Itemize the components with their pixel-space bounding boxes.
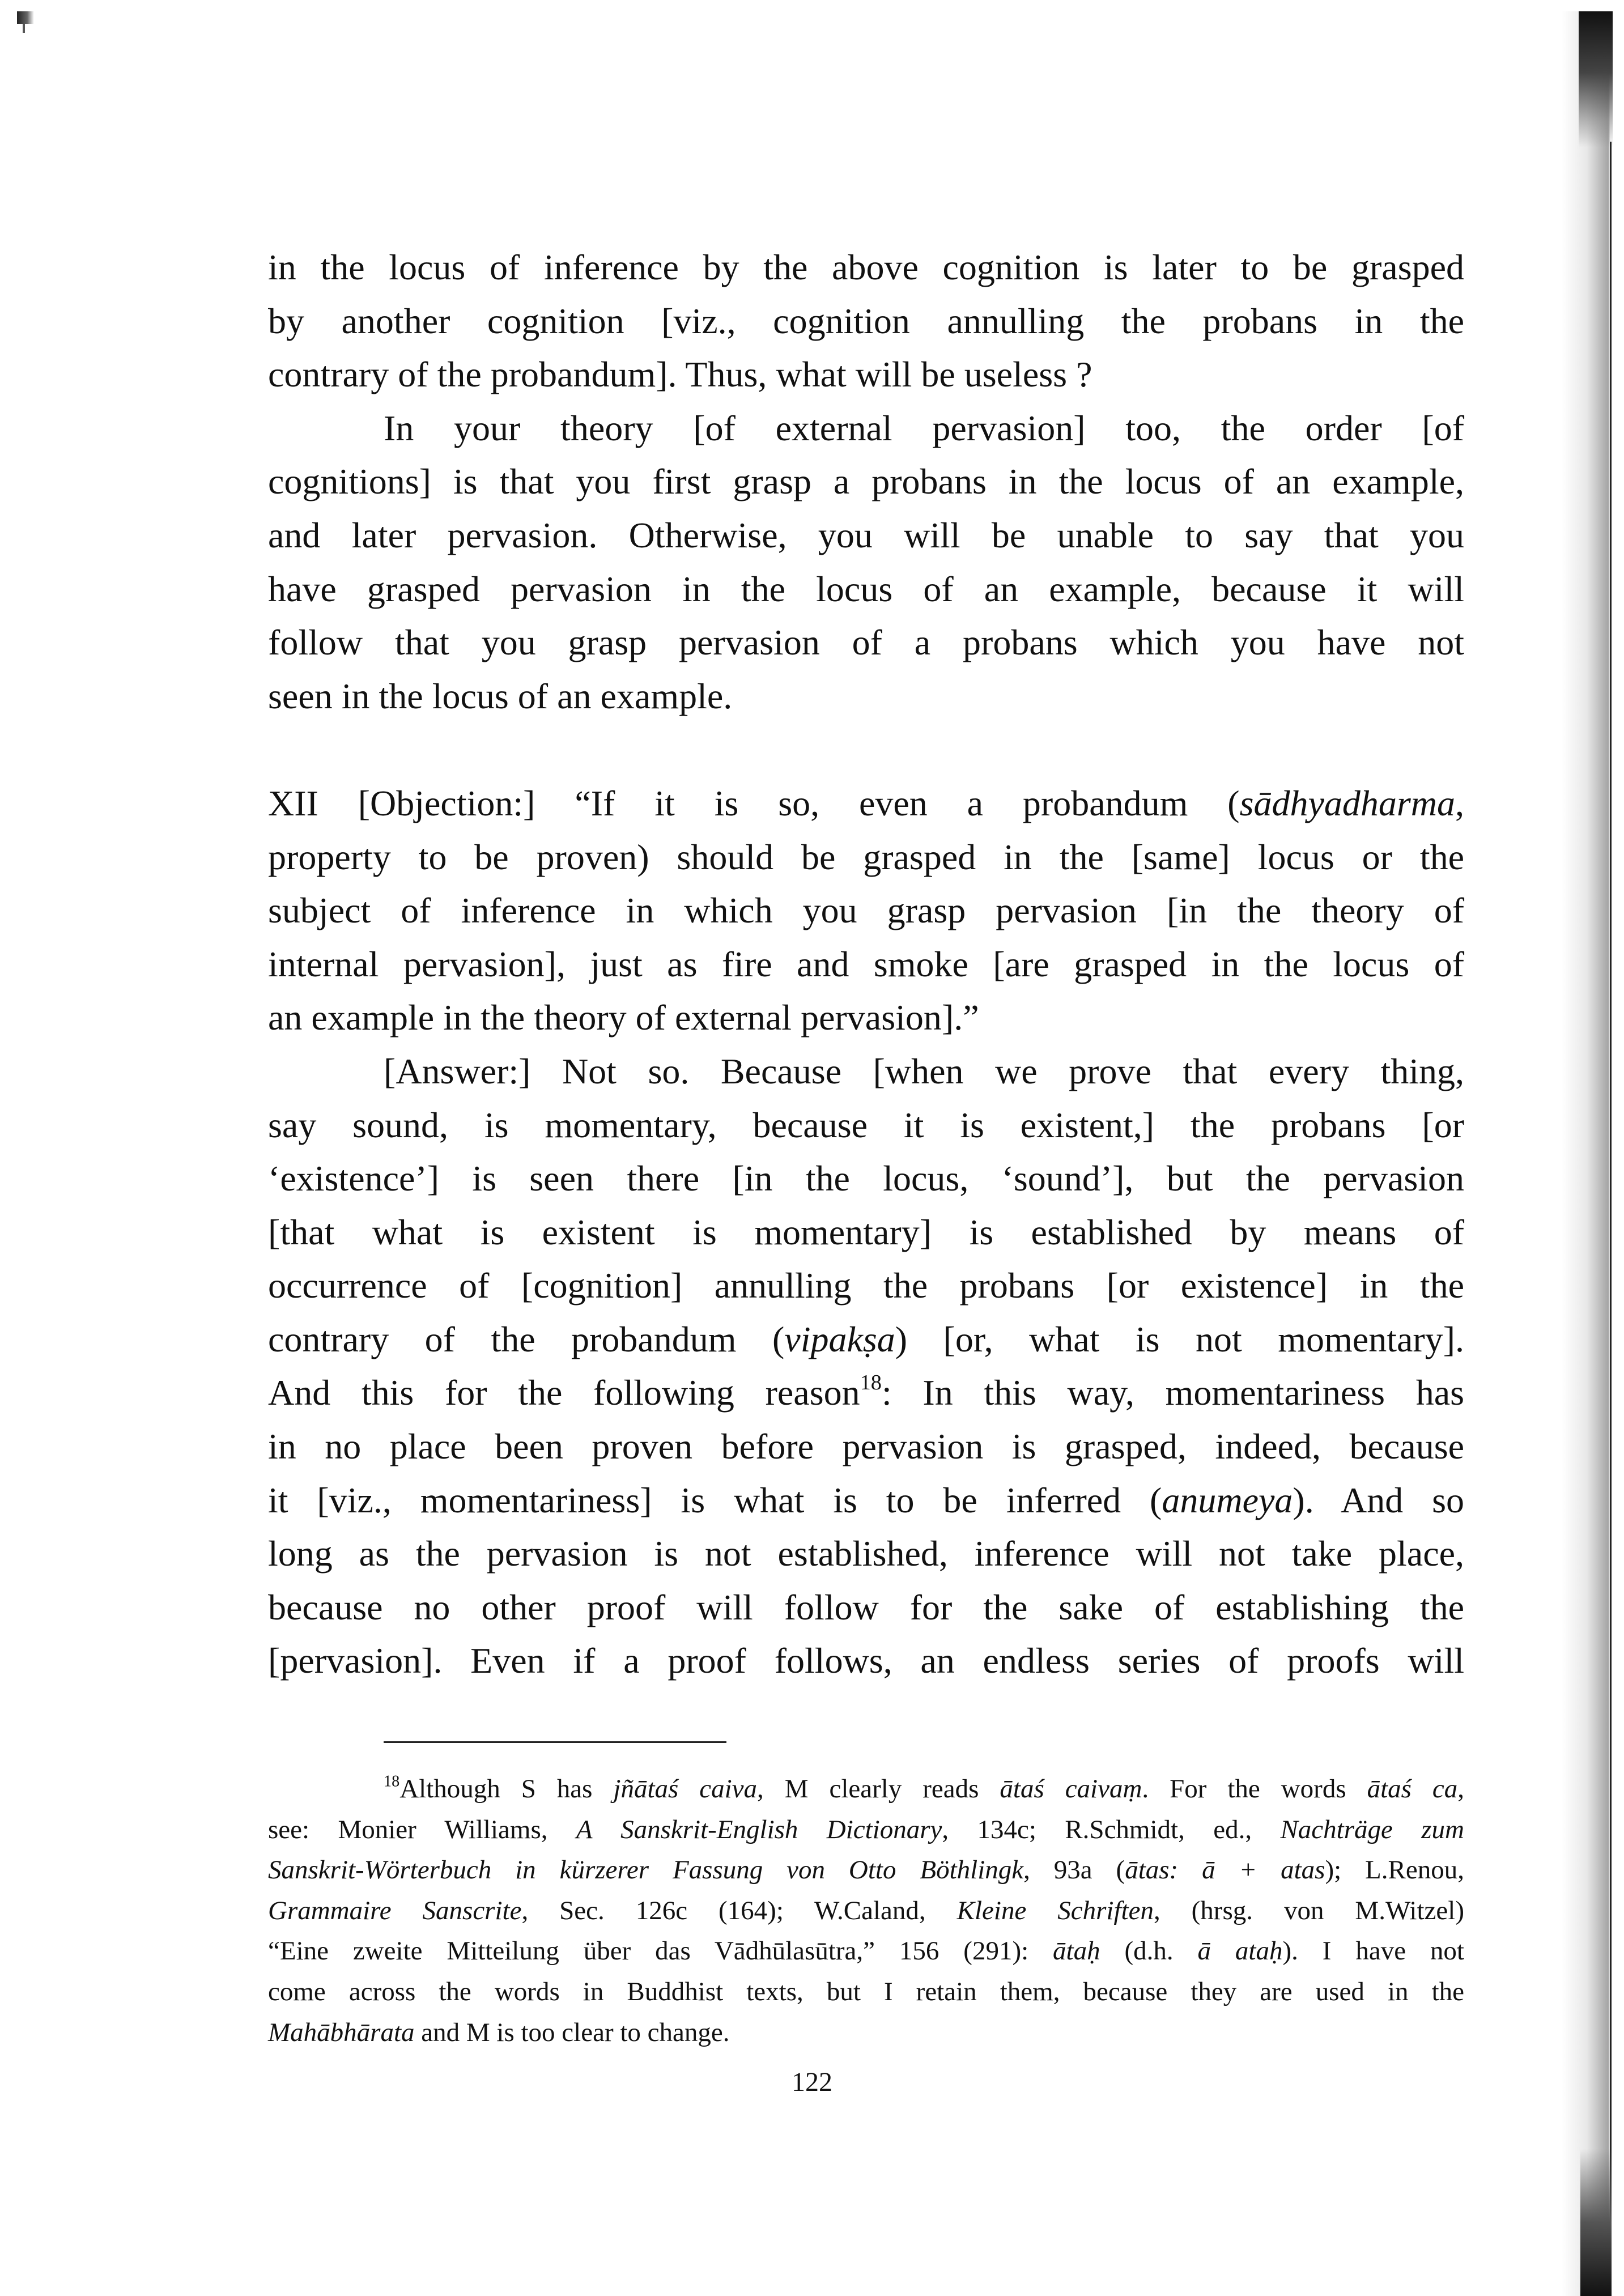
text-line (268, 1769, 1464, 1810)
text-run: cognitions] is that you first grasp a probans in the locus of an example, (268, 461, 1464, 502)
text-run: , Sec. 126c (164); W.Caland, (521, 1895, 957, 1925)
scan-edge-line (1610, 142, 1612, 2284)
italic-term: A Sanskrit-English Dictionary (576, 1814, 942, 1844)
text-line (268, 1152, 1464, 1206)
text-run: , (1455, 783, 1464, 823)
paragraph-gap (268, 723, 1464, 777)
text-run: say sound, is momentary, because it is existent,] the probans [or (268, 1104, 1464, 1145)
text-line (268, 1810, 1464, 1851)
footnote-marker: 18 (860, 1371, 882, 1395)
text-line (268, 831, 1464, 885)
italic-term: Nachträge zum (1280, 1814, 1464, 1844)
text-run: , (1457, 1774, 1464, 1804)
text-line (268, 1366, 1464, 1420)
text-run: : In this way, momentariness has (882, 1372, 1465, 1413)
italic-term: Grammaire Sanscrite (268, 1895, 522, 1925)
text-line (268, 991, 1464, 1045)
scan-edge-shadow (1562, 11, 1624, 2296)
text-run: Although S has (399, 1774, 614, 1804)
text-line (268, 884, 1464, 938)
italic-term: Kleine Schriften (956, 1895, 1154, 1925)
text-run: [that what is existent is momentary] is established by means of (268, 1211, 1464, 1252)
footnote (268, 1769, 1464, 2053)
italic-term: ātaś caivaṃ (1000, 1774, 1142, 1804)
text-line (268, 1972, 1464, 2013)
text-line (268, 1527, 1464, 1581)
text-run: subject of inference in which you grasp pervasion [in the theory of (268, 890, 1464, 931)
text-line (268, 348, 1464, 402)
text-run: [pervasion]. Even if a proof follows, an endless series of proofs will (268, 1640, 1464, 1681)
text-run: [Objection:] “If it is so, even a probandum ( (318, 783, 1240, 823)
text-run: ). I have not (1282, 1936, 1464, 1966)
text-line (268, 1259, 1464, 1313)
text-run: And this for the following reason (268, 1372, 860, 1413)
text-run: and M is too clear to change. (414, 2017, 730, 2047)
text-line (268, 616, 1464, 670)
text-line (268, 938, 1464, 992)
text-run: ) [or, what is not momentary]. (895, 1319, 1464, 1359)
italic-term: Mahābhārata (268, 2017, 415, 2047)
text-run: by another cognition [viz., cognition annulling the probans in the (268, 300, 1464, 341)
text-run: , 134c; R.Schmidt, ed., (942, 1814, 1281, 1844)
scan-edge-shadow (1580, 2149, 1612, 2296)
text-run: XII (268, 783, 318, 823)
text-run: in the locus of inference by the above cognition is later to be grasped (268, 247, 1464, 287)
text-line (268, 563, 1464, 616)
text-run: see: Monier Williams, (268, 1814, 576, 1844)
scan-artifact (23, 24, 25, 33)
footnote-marker: 18 (384, 1772, 400, 1791)
footnote-separator (384, 1741, 726, 1743)
italic-term: vipakṣa (784, 1319, 895, 1359)
body-text (268, 241, 1464, 1688)
text-line (268, 1420, 1464, 1474)
text-run: internal pervasion], just as fire and smoke [are grasped in the locus of (268, 943, 1464, 984)
text-line (268, 295, 1464, 348)
text-run: contrary of the probandum]. Thus, what will be useless ? (268, 354, 1092, 395)
italic-term: ātas: ā + atas (1125, 1855, 1325, 1885)
text-run: follow that you grasp pervasion of a probans which you have not (268, 622, 1464, 663)
text-line (268, 1931, 1464, 1972)
text-run: (d.h. (1100, 1936, 1198, 1966)
text-run: seen in the locus of an example. (268, 675, 733, 716)
text-line (268, 402, 1464, 456)
text-line (268, 777, 1464, 831)
text-line (268, 1634, 1464, 1688)
text-line (268, 1891, 1464, 1932)
text-line (268, 2013, 1464, 2053)
italic-term: ātaḥ (1053, 1936, 1100, 1966)
text-run: In your theory [of external pervasion] too, the order [of (384, 407, 1464, 448)
text-line (268, 241, 1464, 295)
italic-term: anumeya (1162, 1479, 1293, 1520)
text-line (268, 455, 1464, 509)
text-run: , (hrsg. von M.Witzel) (1153, 1895, 1464, 1925)
italic-term: sādhyadharma (1239, 783, 1455, 823)
text-line (268, 509, 1464, 563)
text-line (268, 1045, 1464, 1099)
text-run: come across the words in Buddhist texts, but I retain them, because they are used in the (268, 1976, 1464, 2006)
text-run: property to be proven) should be grasped in the [same] locus or the (268, 836, 1464, 877)
text-line (268, 1850, 1464, 1891)
text-line (268, 1474, 1464, 1528)
italic-term: Sanskrit-Wörterbuch in kürzerer Fassung von Otto Böthlingk (268, 1855, 1024, 1885)
text-run: long as the pervasion is not established, inference will not take place, (268, 1533, 1464, 1574)
text-run: . For the words (1142, 1774, 1367, 1804)
text-run: ‘existence’] is seen there [in the locus, ‘sound’], but the pervasion (268, 1158, 1464, 1199)
italic-term: ātaś ca (1367, 1774, 1458, 1804)
italic-term: jñātaś caiva (613, 1774, 758, 1804)
text-run: in no place been proven before pervasion is grasped, indeed, because (268, 1426, 1464, 1467)
text-run: ); L.Renou, (1325, 1855, 1464, 1885)
text-line (268, 670, 1464, 724)
text-run: because no other proof will follow for the sake of establishing the (268, 1587, 1464, 1627)
text-run: occurrence of [cognition] annulling the probans [or existence] in the (268, 1265, 1464, 1306)
page-number: 122 (792, 2067, 832, 2097)
text-run: and later pervasion. Otherwise, you will be unable to say that you (268, 515, 1464, 555)
text-run: it [viz., momentariness] is what is to be inferred ( (268, 1479, 1162, 1520)
text-line (268, 1581, 1464, 1635)
scan-edge-shadow (1579, 11, 1613, 147)
italic-term: ā ataḥ (1197, 1936, 1283, 1966)
text-run: have grasped pervasion in the locus of an example, because it will (268, 568, 1464, 609)
text-run: an example in the theory of external pervasion].” (268, 997, 979, 1038)
text-run: , 93a ( (1023, 1855, 1125, 1885)
text-run: “Eine zweite Mitteilung über das Vādhūlasūtra,” 156 (291): (268, 1936, 1053, 1966)
text-run: contrary of the probandum ( (268, 1319, 785, 1359)
text-run: , M clearly reads (757, 1774, 1000, 1804)
text-line (268, 1099, 1464, 1153)
text-run: ). And so (1293, 1479, 1465, 1520)
text-line (268, 1313, 1464, 1367)
text-line (268, 1206, 1464, 1260)
text-run: [Answer:] Not so. Because [when we prove that every thing, (384, 1051, 1464, 1091)
scan-artifact (17, 11, 34, 24)
